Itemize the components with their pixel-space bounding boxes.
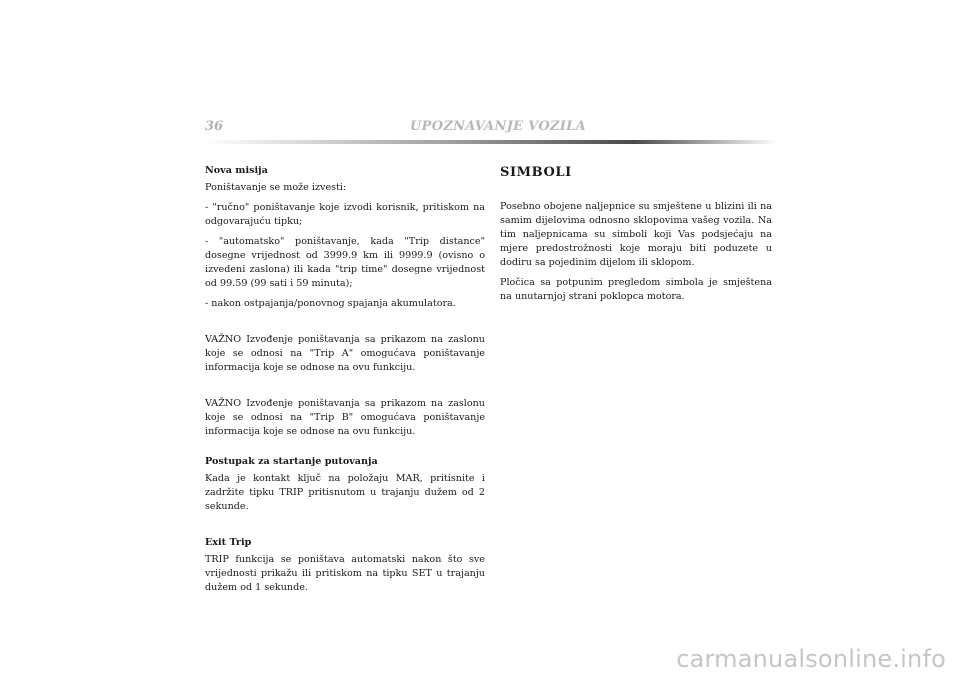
left-column [205, 164, 485, 601]
postupak-heading: Postupak za startanje putovanja [205, 456, 378, 467]
page-header [205, 118, 777, 144]
important-note-trip-a: VAŽNO Izvođenje poništavanja sa prikazom na zaslonu koje se odnosi na "Trip A" omogućava poništavanje informacija koje se odnose na ovu funkciju. [205, 334, 485, 373]
paragraph: - nakon ostpajanja/ponovnog spajanja akumulatora. [205, 298, 456, 309]
exit-trip-heading: Exit Trip [205, 537, 252, 548]
nova-misija-heading: Nova misija [205, 165, 268, 176]
simboli-heading: SIMBOLI [500, 165, 572, 180]
paragraph: Kada je kontakt ključ na položaju MAR, pritisnite i zadržite tipku TRIP pritisnutom u trajanju dužem od 2 sekunde. [205, 473, 485, 512]
paragraph: Posebno obojene naljepnice su smještene u blizini ili na samim dijelovima odnosno sklopovima vašeg vozila. Na tim naljepnicama su simboli koji Vas podsjećaju na mjere predostrožnosti koje moraju biti poduzete u dodiru sa pojedinim dijelom ili sklopom. [500, 201, 772, 268]
page-number: 36 [205, 119, 224, 134]
right-column [500, 164, 772, 310]
paragraph: TRIP funkcija se poništava automatski nakon što sve vrijednosti prikažu ili pritiskom na tipku SET u trajanju dužem od 1 sekunde. [205, 554, 485, 593]
section-title: UPOZNAVANJE VOZILA [410, 119, 586, 134]
paragraph: - "automatsko" poništavanje, kada "Trip distance" dosegne vrijednost od 3999.9 km ili 9999.9 (ovisno o izvedeni zaslona) ili kada "trip time" dosegne vrijednost od 99.59 (99 sati i 59 minuta); [205, 236, 485, 289]
paragraph: Pločica sa potpunim pregledom simbola je smještena na unutarnjoj strani poklopca motora. [500, 277, 772, 302]
important-note-trip-b: VAŽNO Izvođenje poništavanja sa prikazom na zaslonu koje se odnosi na "Trip B" omogućava poništavanje informacija koje se odnose na ovu funkciju. [205, 398, 485, 437]
header-divider [205, 140, 777, 144]
watermark-text: carmanualsonline.info [676, 645, 946, 673]
paragraph: - "ručno" poništavanje koje izvodi korisnik, pritiskom na odgovarajuću tipku; [205, 202, 485, 227]
paragraph: Poništavanje se može izvesti: [205, 182, 347, 193]
